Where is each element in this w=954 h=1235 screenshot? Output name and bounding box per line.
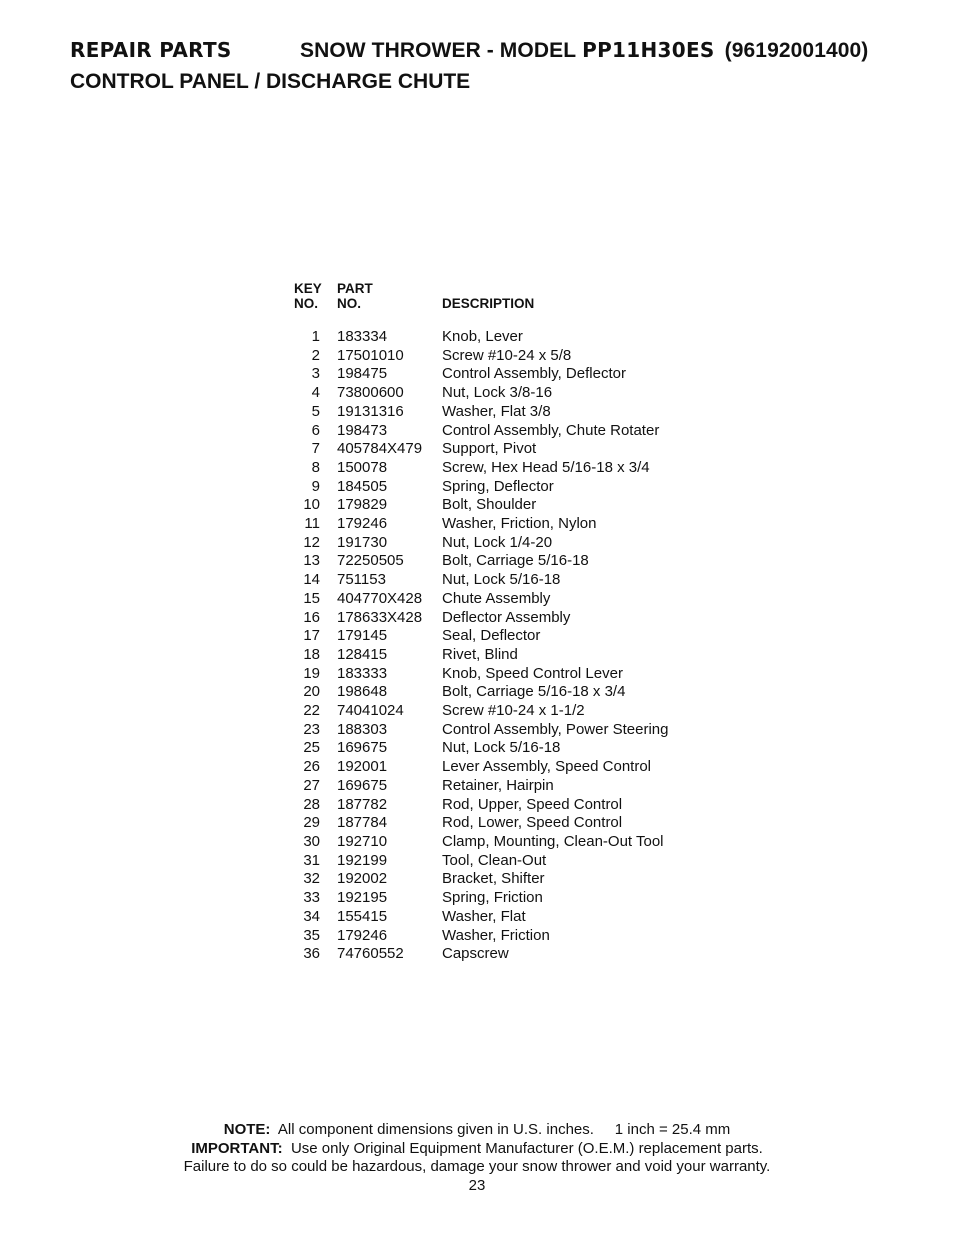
- note-text: All component dimensions given in U.S. inches.: [277, 1121, 594, 1138]
- description-cell: Rivet, Blind: [442, 645, 518, 663]
- table-row: [290, 721, 669, 740]
- description-cell: Spring, Friction: [442, 889, 543, 907]
- page-footer: [0, 1121, 954, 1195]
- key-header-line1: KEY: [294, 281, 322, 296]
- part-no-cell: 751153: [337, 571, 386, 589]
- description-cell: Washer, Friction, Nylon: [442, 515, 597, 533]
- section-title: CONTROL PANEL / DISCHARGE CHUTE: [70, 70, 471, 93]
- key-no-cell: 8: [311, 458, 320, 476]
- table-row: [290, 852, 669, 871]
- warning-text: Failure to do so could be hazardous, damage your snow thrower and void your warranty.: [183, 1158, 771, 1175]
- key-no-cell: 13: [303, 552, 320, 570]
- part-header-line2: NO.: [337, 296, 362, 311]
- description-cell: Nut, Lock 5/16-18: [442, 739, 561, 757]
- parts-table-body: [290, 328, 669, 964]
- snow-thrower-label: SNOW THROWER - MODEL: [300, 39, 577, 62]
- key-no-cell: 16: [303, 608, 320, 626]
- table-row: [290, 365, 669, 384]
- key-no-cell: 34: [303, 907, 320, 925]
- key-no-cell: 11: [304, 515, 320, 533]
- part-no-cell: 74760552: [337, 945, 404, 963]
- model-code: PP11H30ES: [582, 38, 715, 62]
- table-row: [290, 927, 669, 946]
- part-no-cell: 183333: [337, 664, 388, 682]
- part-no-cell: 184505: [337, 477, 388, 495]
- key-no-cell: 6: [311, 421, 320, 439]
- part-no-cell: 128415: [337, 645, 388, 663]
- key-no-cell: 33: [303, 889, 320, 907]
- description-cell: Nut, Lock 5/16-18: [442, 571, 561, 589]
- description-cell: Control Assembly, Chute Rotater: [442, 421, 660, 439]
- description-cell: Capscrew: [442, 945, 509, 963]
- description-cell: Nut, Lock 1/4-20: [442, 533, 553, 551]
- description-cell: Knob, Lever: [442, 328, 523, 345]
- description-cell: Lever Assembly, Speed Control: [442, 758, 651, 776]
- key-no-cell: 2: [311, 346, 320, 364]
- table-row: [290, 683, 669, 702]
- parts-table: [290, 281, 669, 964]
- key-no-cell: 25: [303, 739, 320, 757]
- description-cell: Knob, Speed Control Lever: [442, 664, 623, 682]
- part-no-cell: 179829: [337, 496, 388, 514]
- part-no-cell: 72250505: [337, 552, 404, 570]
- table-row: [290, 833, 669, 852]
- part-no-cell: 179246: [337, 515, 388, 533]
- key-no-cell: 20: [303, 683, 320, 701]
- table-row: [290, 777, 669, 796]
- key-no-cell: 9: [311, 477, 320, 495]
- key-no-cell: 17: [303, 627, 320, 645]
- table-row: [290, 534, 669, 553]
- table-row: [290, 422, 669, 441]
- part-no-cell: 179145: [337, 627, 388, 645]
- part-no-cell: 191730: [337, 533, 388, 551]
- part-no-cell: 74041024: [337, 702, 404, 720]
- description-cell: Retainer, Hairpin: [442, 776, 554, 794]
- part-no-cell: 187784: [337, 814, 388, 832]
- table-row: [290, 496, 669, 515]
- key-no-cell: 19: [303, 664, 320, 682]
- description-cell: Rod, Lower, Speed Control: [442, 814, 623, 832]
- part-no-cell: 192199: [337, 851, 388, 869]
- key-no-cell: 27: [303, 776, 320, 794]
- part-no-cell: 198475: [337, 365, 388, 383]
- table-row: [290, 609, 669, 628]
- table-row: [290, 627, 669, 646]
- key-no-cell: 1: [311, 328, 320, 345]
- part-no-cell: 183334: [337, 328, 388, 345]
- model-number: (96192001400): [724, 39, 869, 62]
- table-row: [290, 347, 669, 366]
- key-no-cell: 23: [303, 720, 320, 738]
- key-no-cell: 18: [303, 645, 320, 663]
- part-no-cell: 198473: [337, 421, 388, 439]
- description-cell: Screw, Hex Head 5/16-18 x 3/4: [442, 458, 650, 476]
- key-no-cell: 30: [303, 832, 320, 850]
- part-no-cell: 198648: [337, 683, 388, 701]
- description-cell: Tool, Clean-Out: [442, 851, 547, 869]
- key-no-cell: 28: [303, 795, 320, 813]
- repair-parts-heading: REPAIR PARTS: [70, 38, 232, 62]
- part-no-cell: 150078: [337, 458, 388, 476]
- table-row: [290, 758, 669, 777]
- part-no-cell: 192001: [337, 758, 388, 776]
- part-no-cell: 404770X428: [337, 589, 423, 607]
- description-cell: Nut, Lock 3/8-16: [442, 384, 553, 402]
- key-no-cell: 32: [303, 870, 320, 888]
- note-line: [0, 1121, 954, 1140]
- table-row: [290, 739, 669, 758]
- table-row: [290, 590, 669, 609]
- table-row: [290, 552, 669, 571]
- key-no-cell: 35: [303, 926, 320, 944]
- part-header-line1: PART: [337, 281, 373, 296]
- description-cell: Clamp, Mounting, Clean-Out Tool: [442, 832, 664, 850]
- key-no-cell: 22: [303, 702, 320, 720]
- table-row: [290, 515, 669, 534]
- key-no-cell: 15: [303, 589, 320, 607]
- description-cell: Spring, Deflector: [442, 477, 554, 495]
- important-text: Use only Original Equipment Manufacturer (O.E.M.) replacement parts.: [290, 1139, 763, 1157]
- part-no-cell: 405784X479: [337, 440, 423, 458]
- part-no-cell: 192195: [337, 889, 388, 907]
- key-no-cell: 14: [303, 571, 320, 589]
- table-row: [290, 796, 669, 815]
- description-cell: Bolt, Carriage 5/16-18: [442, 552, 589, 570]
- table-row: [290, 328, 669, 347]
- part-no-cell: 179246: [337, 926, 388, 944]
- description-cell: Screw #10-24 x 1-1/2: [442, 702, 585, 720]
- description-cell: Deflector Assembly: [442, 608, 571, 626]
- key-header-line2: NO.: [294, 296, 319, 311]
- description-cell: Washer, Flat 3/8: [442, 402, 551, 420]
- description-cell: Bolt, Shoulder: [442, 496, 537, 514]
- key-no-cell: 29: [303, 814, 320, 832]
- description-cell: Seal, Deflector: [442, 627, 541, 645]
- table-row: [290, 665, 669, 684]
- key-no-cell: 5: [311, 402, 320, 420]
- table-row: [290, 403, 669, 422]
- part-no-cell: 169675: [337, 739, 388, 757]
- key-no-cell: 4: [311, 384, 320, 402]
- description-cell: Control Assembly, Deflector: [442, 365, 626, 383]
- table-row: [290, 702, 669, 721]
- table-row: [290, 384, 669, 403]
- key-no-cell: 26: [303, 758, 320, 776]
- table-row: [290, 478, 669, 497]
- part-no-header: [337, 281, 442, 328]
- table-header-row: [290, 281, 669, 328]
- description-header: DESCRIPTION: [442, 296, 535, 311]
- description-cell: Washer, Flat: [442, 907, 526, 925]
- page-header: [70, 38, 868, 63]
- table-row: [290, 646, 669, 665]
- description-cell: Bracket, Shifter: [442, 870, 545, 888]
- part-no-cell: 17501010: [337, 346, 404, 364]
- description-cell: Screw #10-24 x 5/8: [442, 346, 572, 364]
- part-no-cell: 155415: [337, 907, 388, 925]
- key-no-cell: 3: [311, 365, 320, 383]
- description-cell: Bolt, Carriage 5/16-18 x 3/4: [442, 683, 626, 701]
- key-no-cell: 31: [303, 851, 320, 869]
- part-no-cell: 73800600: [337, 384, 404, 402]
- description-cell: Rod, Upper, Speed Control: [442, 795, 623, 813]
- table-row: [290, 571, 669, 590]
- description-cell: Support, Pivot: [442, 440, 537, 458]
- key-no-cell: 12: [303, 533, 320, 551]
- table-row: [290, 814, 669, 833]
- key-no-cell: 7: [311, 440, 320, 458]
- part-no-cell: 178633X428: [337, 608, 423, 626]
- note-label: NOTE:: [223, 1121, 271, 1138]
- important-line: [0, 1140, 954, 1159]
- part-no-cell: 19131316: [337, 402, 404, 420]
- table-row: [290, 889, 669, 908]
- part-no-cell: 192002: [337, 870, 388, 888]
- part-no-cell: 187782: [337, 795, 388, 813]
- table-row: [290, 870, 669, 889]
- page-number: 23: [468, 1176, 486, 1194]
- conversion-text: 1 inch = 25.4 mm: [614, 1121, 731, 1138]
- key-no-cell: 10: [303, 496, 320, 514]
- description-cell: Washer, Friction: [442, 926, 550, 944]
- table-row: [290, 908, 669, 927]
- description-cell: Chute Assembly: [442, 589, 551, 607]
- table-row: [290, 440, 669, 459]
- table-row: [290, 459, 669, 478]
- description-cell: Control Assembly, Power Steering: [442, 720, 669, 738]
- part-no-cell: 188303: [337, 720, 388, 738]
- part-no-cell: 169675: [337, 776, 388, 794]
- key-no-header: [290, 281, 337, 328]
- important-label: IMPORTANT:: [191, 1139, 283, 1157]
- part-no-cell: 192710: [337, 832, 388, 850]
- key-no-cell: 36: [303, 945, 320, 963]
- table-row: [290, 945, 669, 964]
